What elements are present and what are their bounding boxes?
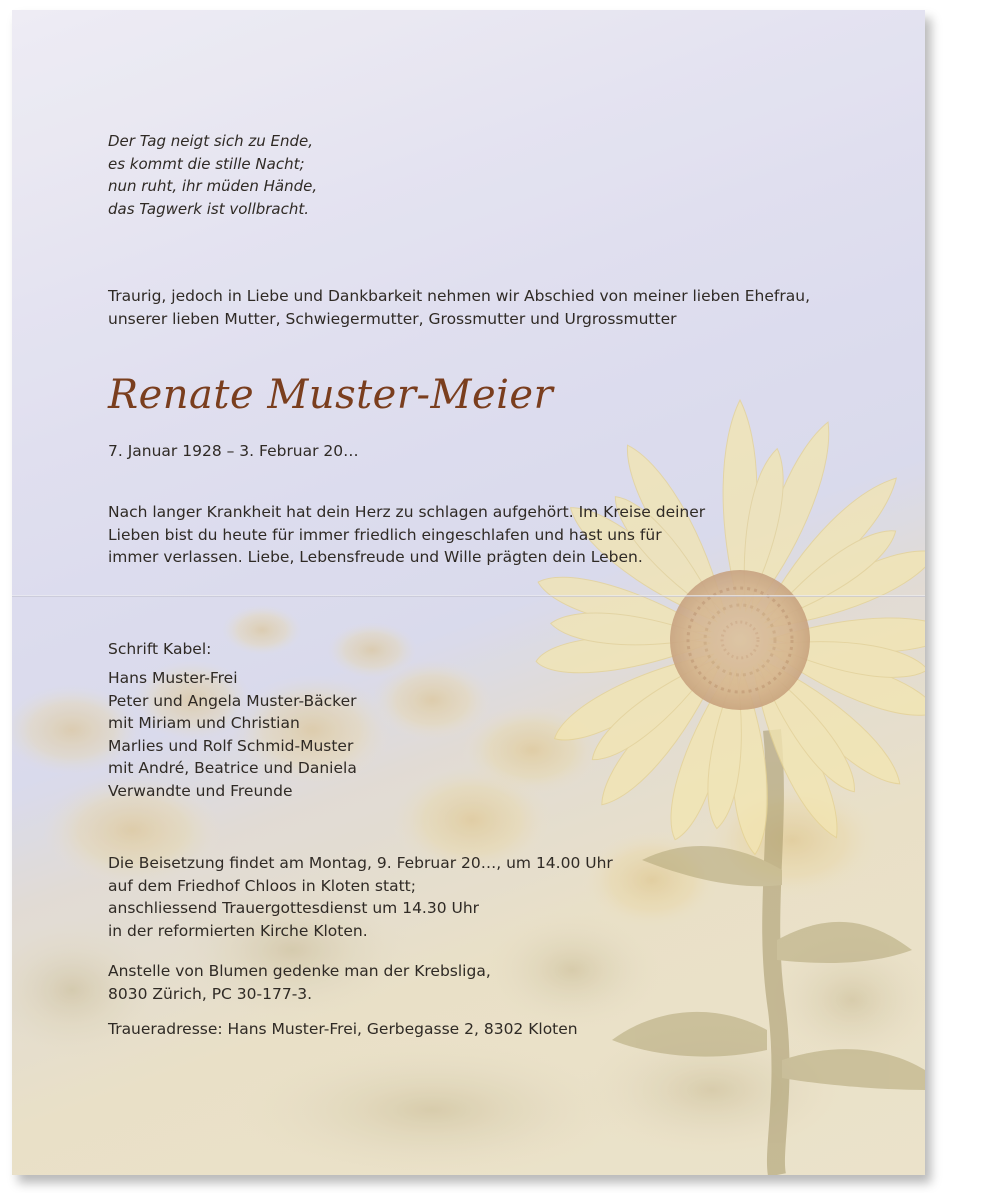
burial-line: in der reformierten Kirche Kloten.: [108, 921, 368, 940]
poem-line: das Tagwerk ist vollbracht.: [108, 199, 310, 218]
obituary-card: [12, 10, 925, 1175]
font-note: [108, 638, 211, 661]
burial-line: anschliessend Trauergottesdienst um 14.30 Uhr: [108, 899, 480, 917]
donation-line: Anstelle von Blumen gedenke man der Krebsliga,: [108, 962, 491, 980]
poem: [108, 130, 317, 220]
intro-line: Traurig, jedoch in Liebe und Dankbarkeit nehmen wir Abschied von meiner lieben Ehefrau,: [108, 287, 810, 305]
life-dates-text: 7. Januar 1928 – 3. Februar 20…: [108, 442, 359, 460]
family-line: Hans Muster-Frei: [108, 669, 238, 687]
poem-line: nun ruht, ihr müden Hände,: [108, 177, 318, 195]
family-line: mit André, Beatrice und Daniela: [108, 759, 357, 777]
burial-line: Die Beisetzung findet am Montag, 9. Februar 20…, um 14.00 Uhr: [108, 854, 613, 872]
life-dates: [108, 440, 359, 463]
message-text: [108, 501, 705, 569]
fold-line: [12, 595, 925, 597]
donation-line: 8030 Zürich, PC 30-177-3.: [108, 984, 313, 1003]
message-line: Nach langer Krankheit hat dein Herz zu schlagen aufgehört. Im Kreise deiner: [108, 503, 706, 521]
intro-text: [108, 285, 810, 330]
mourning-address: [108, 1018, 578, 1041]
message-line: immer verlassen. Liebe, Lebensfreude und Wille prägten dein Leben.: [108, 548, 643, 566]
family-list: [108, 667, 357, 802]
intro-line: unserer lieben Mutter, Schwiegermutter, Grossmutter und Urgrossmutter: [108, 309, 677, 328]
burial-info: [108, 852, 613, 942]
poem-line: es kommt die stille Nacht;: [108, 154, 305, 173]
font-note-text: Schrift Kabel:: [108, 640, 212, 658]
family-line: Peter und Angela Muster-Bäcker: [108, 691, 357, 710]
family-line: mit Miriam und Christian: [108, 714, 300, 732]
burial-line: auf dem Friedhof Chloos in Kloten statt;: [108, 876, 416, 895]
family-line: Marlies und Rolf Schmid-Muster: [108, 736, 354, 755]
family-line: Verwandte und Freunde: [108, 781, 293, 800]
poem-line: Der Tag neigt sich zu Ende,: [108, 132, 314, 150]
message-line: Lieben bist du heute für immer friedlich eingeschlafen und hast uns für: [108, 525, 662, 544]
deceased-name: Renate Muster-Meier: [108, 372, 554, 418]
mourning-address-text: Traueradresse: Hans Muster-Frei, Gerbegasse 2, 8302 Kloten: [108, 1020, 578, 1038]
donation-info: [108, 960, 491, 1005]
